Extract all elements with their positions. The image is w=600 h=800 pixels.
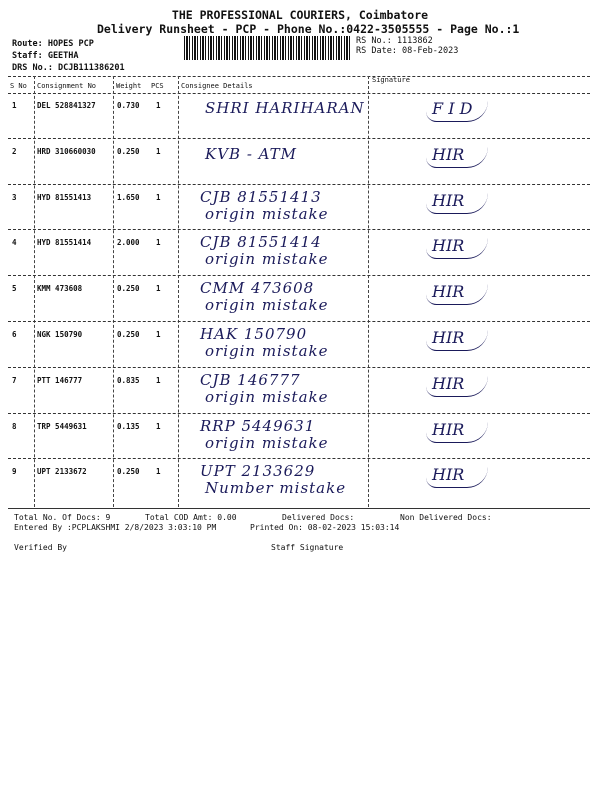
handwritten-signature: HIR	[432, 236, 464, 255]
company-title: THE PROFESSIONAL COURIERS, Coimbatore	[171, 8, 429, 22]
row-pcs: 1	[156, 330, 161, 339]
col-header-signature: Signature	[372, 76, 410, 84]
row-consignment-no: UPT 2133672	[37, 467, 87, 477]
col-header-sno: S No	[10, 82, 27, 90]
handwritten-signature: F I D	[432, 99, 472, 118]
row-divider	[8, 413, 590, 414]
table-header-border	[8, 93, 590, 94]
col-divider	[34, 76, 35, 507]
verified-by: Verified By	[14, 543, 67, 552]
row-consignment-no: HYD 81551414	[37, 238, 92, 248]
row-weight: 0.250	[117, 146, 140, 156]
handwritten-signature: HIR	[432, 328, 464, 347]
handwritten-note: CJB 81551413	[200, 187, 322, 206]
row-pcs: 1	[156, 146, 161, 156]
row-sno: 8	[12, 421, 17, 431]
row-consignment-no: NGK 150790	[37, 330, 83, 339]
handwritten-note: CMM 473608	[200, 279, 315, 298]
row-sno: 6	[12, 330, 17, 339]
signature-stroke	[426, 284, 488, 305]
delivered-docs: Delivered Docs:	[282, 513, 355, 522]
drs-number: DRS No.: DCJB111386201	[12, 63, 125, 73]
rs-number: RS No.: 1113862	[356, 36, 433, 46]
row-pcs: 1	[156, 375, 161, 385]
row-weight: 1.650	[117, 192, 140, 202]
row-sno: 3	[12, 192, 17, 202]
signature-stroke	[426, 147, 488, 168]
handwritten-signature: HIR	[432, 374, 464, 393]
row-sno: 7	[12, 375, 17, 385]
printed-on: Printed On: 08-02-2023 15:03:14	[250, 523, 400, 532]
handwritten-note: CJB 146777	[200, 370, 301, 389]
row-sno: 5	[12, 284, 17, 294]
row-weight: 0.135	[117, 421, 140, 431]
handwritten-note: origin mistake	[205, 342, 329, 360]
row-sno: 9	[12, 467, 17, 477]
row-divider	[8, 138, 590, 139]
handwritten-note: origin mistake	[205, 204, 329, 223]
col-header-details: Consignee Details	[181, 82, 253, 90]
handwritten-note: origin mistake	[205, 387, 329, 406]
handwritten-note: origin mistake	[205, 250, 329, 269]
row-pcs: 1	[156, 101, 161, 110]
row-pcs: 1	[156, 238, 161, 248]
row-consignment-no: PTT 146777	[37, 375, 83, 385]
row-weight: 0.250	[117, 284, 140, 294]
signature-stroke	[426, 376, 488, 397]
signature-stroke	[426, 101, 488, 122]
handwritten-signature: HIR	[432, 465, 464, 484]
barcode	[184, 36, 350, 60]
entered-by: Entered By :PCPLAKSHMI 2/8/2023 3:03:10 PM	[14, 523, 217, 532]
handwritten-signature: HIR	[432, 420, 464, 439]
row-consignment-no: TRP 5449631	[37, 421, 87, 431]
row-divider	[8, 321, 590, 322]
row-pcs: 1	[156, 467, 161, 477]
col-divider	[113, 76, 114, 507]
col-header-pcs: PCS	[151, 82, 164, 90]
staff-label: Staff: GEETHA	[12, 51, 79, 61]
row-sno: 4	[12, 238, 17, 248]
handwritten-note: CJB 81551414	[200, 233, 322, 252]
runsheet-subtitle: Delivery Runsheet - PCP - Phone No.:0422-3505555 - Page No.:1	[97, 22, 520, 36]
row-consignment-no: HYD 81551413	[37, 192, 92, 202]
col-header-consignment: Consignment No	[37, 82, 97, 90]
handwritten-signature: HIR	[432, 191, 464, 210]
handwritten-note: KVB - ATM	[205, 144, 298, 163]
col-divider	[178, 76, 179, 507]
handwritten-signature: HIR	[432, 145, 464, 164]
row-weight: 0.250	[117, 330, 140, 339]
table-top-border	[8, 76, 590, 77]
handwritten-note: Number mistake	[205, 479, 347, 498]
row-sno: 1	[12, 101, 17, 110]
row-pcs: 1	[156, 284, 161, 294]
row-consignment-no: DEL 528841327	[37, 101, 96, 110]
signature-stroke	[426, 330, 488, 351]
total-docs: Total No. Of Docs: 9	[14, 513, 111, 522]
row-consignment-no: HRD 310660030	[37, 146, 96, 156]
row-sno: 2	[12, 146, 17, 156]
col-divider	[368, 76, 369, 507]
signature-stroke	[426, 467, 488, 488]
rs-date: RS Date: 08-Feb-2023	[356, 46, 459, 56]
row-weight: 0.730	[117, 101, 140, 110]
row-divider	[8, 458, 590, 459]
handwritten-note: origin mistake	[205, 433, 329, 452]
signature-stroke	[426, 422, 488, 443]
handwritten-note: SHRI HARIHARAN	[205, 99, 365, 117]
table-bottom-border	[8, 508, 590, 509]
non-delivered-docs: Non Delivered Docs:	[400, 513, 492, 522]
row-pcs: 1	[156, 192, 161, 202]
staff-signature: Staff Signature	[271, 543, 344, 552]
row-divider	[8, 184, 590, 185]
row-divider	[8, 367, 590, 368]
row-weight: 2.000	[117, 238, 140, 248]
row-pcs: 1	[156, 421, 161, 431]
signature-stroke	[426, 238, 488, 259]
handwritten-note: origin mistake	[205, 296, 329, 315]
handwritten-note: HAK 150790	[200, 325, 308, 343]
row-weight: 0.250	[117, 467, 140, 477]
row-consignment-no: KMM 473608	[37, 284, 83, 294]
row-divider	[8, 275, 590, 276]
total-cod: Total COD Amt: 0.00	[145, 513, 237, 522]
route-label: Route: HOPES PCP	[12, 39, 94, 49]
signature-stroke	[426, 193, 488, 214]
handwritten-note: UPT 2133629	[200, 462, 316, 481]
row-weight: 0.835	[117, 375, 140, 385]
row-divider	[8, 229, 590, 230]
handwritten-note: RRP 5449631	[200, 416, 316, 435]
handwritten-signature: HIR	[432, 282, 464, 301]
col-header-weight: Weight	[116, 82, 142, 90]
